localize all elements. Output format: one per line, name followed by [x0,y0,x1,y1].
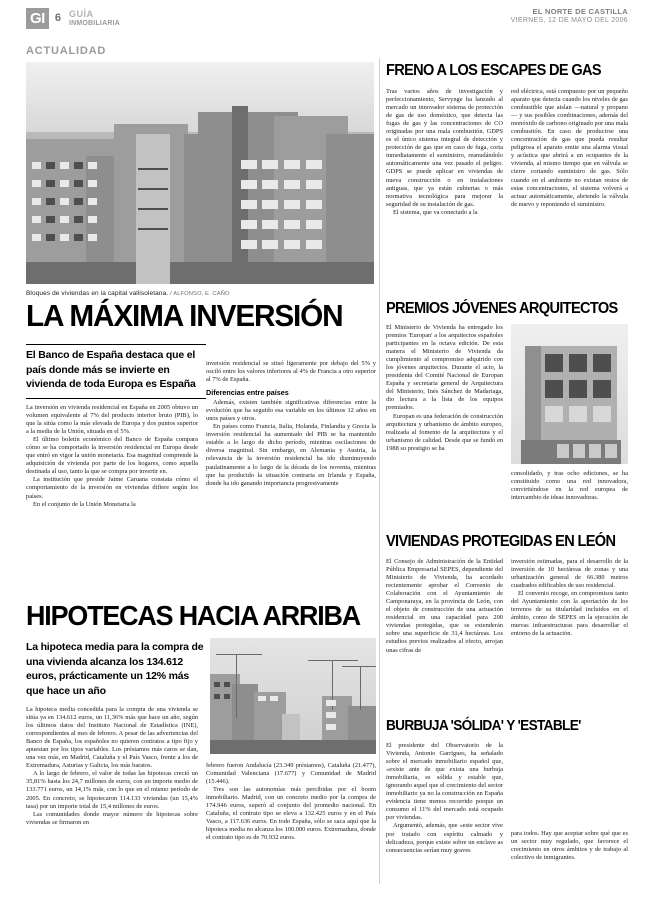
main-photo-apartment-blocks [26,62,374,284]
paragraph: Europan es una federación de construcción arquitectura y urbanismo de ámbito europeo, realizada al fomento de la arquitectura y el urbanismo de calidad. Desde que se fundó en 1988 su prestigio se ha [386,412,503,452]
section-label: ACTUALIDAD [26,45,107,57]
headline-hipotecas-hacia-arriba: HIPOTECAS HACIA ARRIBA [26,600,361,631]
headline-burbuja-solida-estable: BURBUJA 'SÓLIDA' Y 'ESTABLE' [386,718,581,734]
paragraph: El Ministerio de Vivienda ha entregado los premios 'Europan' a los arquitectos españoles participantes en la octava edición. De esta manera el Ministerio de Vivienda da cumplimiento al compromiso adquirido con los jóvenes arquitectos. Durante el acto, la presidenta del Comité Nacional de Europan España y secretaria general de Arquitectura del Ministerio, Inés Sánchez de Madariaga, dio lectura a la lista de los equipos premiados. [386,324,503,412]
photo-credit: / ALFONSO. E. CAÑO [170,291,230,297]
paragraph: Argumentó, además, que «este sector vive por tratado con espíritu calmado y delicadeza, porque existe sobre un enclave as consecuencias serían muy graves [386,822,503,854]
paragraph: El último boletín económico del Banco de España compara cómo se ha comportado la inversión residencial en Europa desde que entró en vigor la unión monetaria. Esa magnitud comprende la adquisición de vivienda por parte de los hogares, como aquella destinada al uso, tanto la que se compra por invertir en. [26,436,198,476]
main-photo-caption [26,290,374,297]
logo-line-inmobiliaria: INMOBILIARIA [68,19,120,27]
headline-premios-jovenes-arquitectos: PREMIOS JÓVENES ARQUITECTOS [386,300,618,317]
guia-inmobiliaria-logo [26,8,120,29]
paragraph: En países como Francia, Italia, Holanda, Finlandia y Grecia la inversión residencial ha aumentado del PIB se ha mantenido estable a lo largo de dicho período, mientras oscilaciones de diversa magnitud. Sin embargo, en Alemania y Austria, la relevancia de la inversión residencial ha ido disminuyendo paulatinamente a lo largo de la década de los noventa, mientras que ha producido la situación contraria en Irlanda y España, donde ha ido ganando importancia progresivamente [206,423,376,487]
standfirst-rule-bottom [26,398,206,399]
paragraph: El presidente del Observatorio de la Vivienda, Antonio Garrigues, ha señalado sobre el mercado inmobiliario español que, «existe ante de que exista una burbuja inmobiliaria, es sólida y estable que, ignorando aquel que el crecimiento del sector inmobiliario ya no la construcción en España evidencia tiene menos recorrido porque un consumo el 11% del mercado está ocupado por viviendas. [386,742,503,822]
standfirst-mortgage: La hipoteca media para la compra de una vivienda alcanza los 134.612 euros, prácticamente un 12% más que hace un año [26,641,204,697]
logo-initials: GI [26,8,49,29]
paragraph: La institución que preside Jaime Caruana constata cómo el comportamiento de la inversión en viviendas difiere según los países. [26,476,198,500]
logo-line-guia: GUÍA [68,8,94,19]
paragraph: La inversión en vivienda residencial en España en 2005 obtuvo un volumen equivalente al 7% del producto interior bruto (PIB), lo que la sitúa como la más elevada de Europa y dos puntos superior a la media de la Unión, situada en el 5%. [26,404,198,436]
article-main-column-1 [26,404,198,509]
paragraph: El sistema, que va conectado a la [393,208,478,216]
photo-construction-site [210,638,376,754]
paragraph: consolidado, y tras ocho ediciones, se ha constituido como una red innovadora, convirtiéndose en la red europea de intercambio de ideas innovadoras. [511,470,628,502]
publication-name: EL NORTE DE CASTILLA [532,7,628,16]
caption-text: Bloques de viviendas en la capital vallisoletana. [26,290,169,297]
logo-wordmark [67,8,120,29]
article-mortgage-column-1 [26,706,198,827]
paragraph: Las comunidades donde mayor número de hipotecas sobre viviendas se firmaron en [26,810,198,826]
article-bubble-column-2 [511,830,628,862]
headline-la-maxima-inversion: LA MÁXIMA INVERSIÓN [26,298,343,333]
paragraph: inversión residencial se situó ligeramente por debajo del 5% y osciló entre los valores inferiores al 4% de Francia a otro superior al 7% de España. [206,360,376,384]
article-leon-column-2 [511,558,628,638]
page-number: 6 [54,12,61,24]
headline-freno-escapes-gas: FRENO A LOS ESCAPES DE GAS [386,62,601,79]
article-gas-column-1 [386,88,503,217]
photo-modern-building [511,324,628,464]
article-main-column-2 [206,360,376,488]
paragraph: La hipoteca media concedida para la compra de una vivienda se sitúa ya en 134.612 euros, un 11,36% más que hace un año, según los últimos datos del Instituto Nacional de Estadística (INE), correspondientes al mes de febrero. A pesar de las advertencias del Banco de España, los españoles no quieren contratos a tipo fijo y apuestan por los tipos variables. Los préstamos más caros se dan, una vez más, en Madrid, Cataluña y el País Vasco, frente a los de Extremadura, Asturias y Galicia, los más baratos. [26,706,198,770]
paragraph: En el conjunto de la Unión Monetaria la [33,500,136,508]
article-leon-column-1 [386,558,503,655]
subheading-diferencias-entre-paises: Diferencias entre países [206,388,289,398]
article-gas-column-2 [511,88,628,209]
standfirst-main: El Banco de España destaca que el país donde más se invierte en vivienda de toda Europa es España [26,349,196,390]
paragraph: A lo largo de febrero, el valor de todas las hipotecas creció un 35,81% hasta los 24,7 millones de euros, con un importe medio de 133.771 euros, un 14,1% más, con lo que en el mismo período de 2005. En concreto, se hipotecaron 114.133 viviendas (un 15,4% tasa) por un importe total de 15,4 millones de euros. [26,770,198,810]
paragraph: El convenio recoge, en compromisos tanto del Ayuntamiento con la aportación de los terrenos de su titularidad incluidos en el ámbito, como de SEPES en la ejecución de nuevas infraestructuras para desarrollar el entorno de la actuación. [511,590,628,638]
masthead [0,0,650,34]
article-prizes-column-1 [386,324,503,453]
column-divider [379,58,380,884]
paragraph: El Consejo de Administración de la Entidad Pública Empresarial SEPES, dependiente del Ministerio de Vivienda, ha acordado recientemente aprobar el Convenio de Colaboración con el Ayuntamiento de Camponaraya, en la provincia de León, con el objeto de construcción de una actuación residencial en una capacidad para 200 viviendas protegidas, que se extenderán sobre una superficie de 31,4 hectáreas. Los estudios previos realizados al efecto, arrojan unas cifras de [386,558,503,654]
paragraph: febrero fueron Andalucía (23.349 préstamos), Cataluña (21.477), Comunidad Valenciana (17.677) y Comunidad de Madrid (15.446). [206,762,376,786]
article-prizes-column-2 [511,470,628,502]
paragraph: Tras varios años de investigación y perfeccionamiento, Servynge ha lanzado al mercado un innovador sistema de protección de gas de uso doméstico, que detecta las fugas de gas y las concentraciones de CO originadas por una mala combustión. GDPS es el único sistema integral de detección y protección de gas que en caso de fuga, corta inmediatamente el suministro, reanudándolo automáticamente una vez pasado el peligro. GDPS se puede aplicar en viviendas de nueva construcción o en instalaciones antiguas, que ya están cubiertas o más normativa tecnológica para mejorar la seguridad de su instalación de gas. [386,88,503,208]
standfirst-rule-top [26,344,206,345]
article-bubble-column-1 [386,742,503,855]
paragraph: Además, existen también significativas diferencias entre la evolución que ha seguido esa variable en los últimos 12 años en unos países y otros. [206,399,376,423]
paragraph: inversión estimadas, para el desarrollo de la inversión de 10 hectáreas de zonas y una urbanización general de 66.380 metros cuadrados edificables de uso residencial. [511,558,628,590]
paragraph: Tres son las autonomías más percibidas por el boom inmobiliario. Madrid, con un concreto medio por la compra de 174.946 euros, superó al conjunto del promedio nacional. En Cataluña, el contrato tipo se eleva a 132.425 euros y en el País Vasco, a 117.636 euros. En todo España, sólo se saca aquí que la hipoteca media no alcanza los 100.000 euros. Extremadura, donde el contrato tipo es de 70.932 euros. [206,786,376,842]
paragraph: para todos. Hay que aceptar sobre qué que es un sector muy regulado, que favorece el crecimiento en otros ámbitos y de trabajo al colectivo de inmigrantes. [511,830,628,862]
publication-info [511,7,628,25]
headline-viviendas-protegidas-leon: VIVIENDAS PROTEGIDAS EN LEÓN [386,533,616,550]
article-mortgage-column-2 [206,762,376,842]
paragraph: red eléctrica, está compuesto por un pequeño aparato que detecta cuando los niveles de gas combustible que aislan —natural y propano— y sus posibles combinaciones, además del monóxido de carbono originado por una mala combustión. En caso de producirse una concentración de gas que pueda resultar peligrosa el aparato emite una alarma visual y acústica que abrirá a un ocupantes de la vivienda, al mismo tiempo que en válvula se cierre cortando suministro de gas. Sólo cuando en el ambiente no existan restos de estas concentraciones, el sistema volverá a actuar automáticamente, abriendo la válvula de nuevo y reponiendo el suministro. [511,88,628,208]
publication-date: VIERNES, 12 DE MAYO DEL 2006 [510,17,628,24]
